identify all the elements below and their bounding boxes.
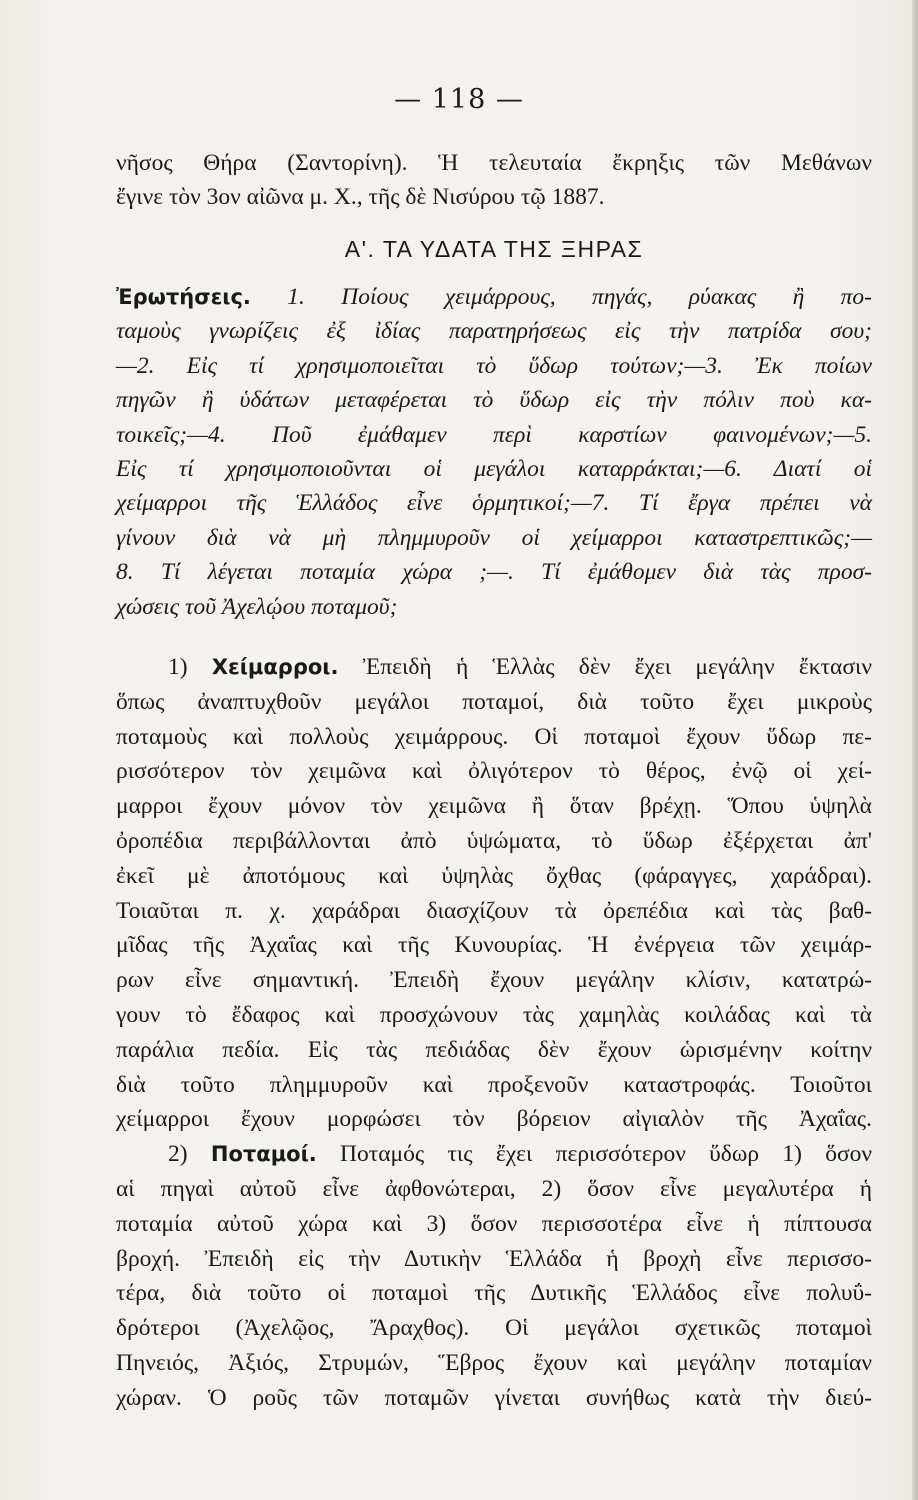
text-line: αἱ πηγαὶ αὐτοῦ εἶνε ἀφθονώτεραι, 2) ὅσον εἶνε μεγαλυτέρα ἡ: [116, 1176, 872, 1203]
text-line: τοικεῖς;—4. Ποῦ ἐμάθαμεν περὶ καρστίων φαινομένων;—5.: [116, 421, 872, 448]
rivers-first-line: Ποταμός τις ἔχει περισσότερον ὕδωρ 1) ὅσον: [340, 1141, 873, 1168]
text-line: [116, 280, 872, 314]
text-line: Πηνειός, Ἀξιός, Στρυμών, Ἕβρος ἔχουν καὶ μεγάλην ποταμίαν: [116, 1350, 872, 1376]
page-edge-shadow: [912, 0, 918, 1500]
text-line: τέρα, διὰ τοῦτο οἱ ποταμοὶ τῆς Δυτικῆς Ἑλλάδος εἶνε πολυΰ-: [116, 1280, 872, 1307]
text-line: ὅπως ἀναπτυχθοῦν μεγάλοι ποταμοί, διὰ τοῦτο ἔχει μικροὺς: [116, 688, 872, 715]
text-line: ὀροπέδια περιβάλλονται ἀπὸ ὑψώματα, τὸ ὕδωρ ἐξέρχεται ἀπ': [116, 828, 872, 855]
page-number: — 118 —: [394, 84, 524, 115]
torrents-first-line: Ἐπειδὴ ἡ Ἑλλὰς δὲν ἔχει μεγάλην ἔκτασιν: [362, 654, 872, 681]
text-line: χώσεις τοῦ Ἀχελῴου ποταμοῦ;: [116, 593, 398, 620]
torrents-number: 1): [168, 654, 188, 681]
text-line: διὰ τοῦτο πλημμυροῦν καὶ προξενοῦν καταστροφάς. Τοιοῦτοι: [116, 1071, 872, 1098]
text-line: ταμοὺς γνωρίζεις ἐξ ἰδίας παρατηρήσεως εἰς τὴν πατρίδα σου;: [116, 318, 872, 345]
text-line: νῆσος Θήρα (Σαντορίνη). Ἡ τελευταία ἔκρηξις τῶν Μεθάνων: [116, 150, 872, 176]
text-line: χείμαρροι τῆς Ἑλλάδος εἶνε ὁρμητικοί;—7. Τί ἔργα πρέπει νὰ: [116, 490, 872, 517]
questions-first-line: 1. Ποίους χειμάρρους, πηγάς, ρύακας ἢ πο-: [287, 284, 872, 310]
page-body: [116, 146, 872, 1416]
rivers-paragraph: [116, 1137, 872, 1415]
text-line: παράλια πεδία. Εἰς τὰς πεδιάδας δὲν ἔχουν ὡρισμένην κοίτην: [116, 1036, 872, 1063]
text-line: Εἰς τί χρησιμοποιοῦνται οἱ μεγάλοι καταρράκται;—6. Διατί οἱ: [116, 456, 872, 483]
text-line: [116, 1137, 872, 1172]
text-line: ποταμοὺς καὶ πολλοὺς χειμάρρους. Οἱ ποταμοὶ ἔχουν ὕδωρ πε-: [116, 723, 872, 750]
torrents-heading: Χείμαρροι.: [211, 655, 339, 680]
text-line: ρων εἶνε σημαντική. Ἐπειδὴ ἔχουν μεγάλην κλίσιν, κατατρώ-: [116, 967, 872, 994]
torrents-paragraph: [116, 650, 872, 1137]
questions-block: [116, 280, 872, 624]
rivers-number: 2): [168, 1141, 188, 1168]
text-line: 8. Τί λέγεται ποταμία χώρα ;—. Τί ἐμάθομεν διὰ τὰς προσ-: [116, 559, 872, 586]
section-title-text: Α'. ΤΑ ΥΔΑΤΑ ΤΗΣ ΞΗΡΑΣ: [344, 236, 644, 262]
text-line: χείμαρροι ἔχουν μορφώσει τὸν βόρειον αἰγιαλὸν τῆς Ἀχαΐας.: [116, 1106, 872, 1133]
text-line: ἐκεῖ μὲ ἀποτόμους καὶ ὑψηλὰς ὄχθας (φάραγγες, χαράδραι).: [116, 862, 872, 889]
section-title: [116, 232, 872, 266]
questions-heading: Ἐρωτήσεις.: [116, 285, 251, 309]
rivers-heading: Ποταμοί.: [210, 1142, 317, 1167]
text-line: ἔγινε τὸν 3ον αἰῶνα μ. Χ., τῆς δὲ Νισύρου τῷ 1887.: [116, 184, 605, 210]
intro-paragraph: [116, 146, 872, 214]
text-line: Τοιαῦται π. χ. χαράδραι διασχίζουν τὰ ὀρεπέδια καὶ τὰς βαθ-: [116, 897, 872, 924]
text-line: μῖδας τῆς Ἀχαΐας καὶ τῆς Κυνουρίας. Ἡ ἐνέργεια τῶν χειμάρ-: [116, 932, 872, 959]
text-line: γίνουν διὰ νὰ μὴ πλημμυροῦν οἱ χείμαρροι καταστρεπτικῶς;—: [116, 524, 872, 551]
text-line: γουν τὸ ἔδαφος καὶ προσχώνουν τὰς χαμηλὰς κοιλάδας καὶ τὰ: [116, 1002, 872, 1029]
text-line: μαρροι ἔχουν μόνον τὸν χειμῶνα ἢ ὅταν βρέχῃ. Ὅπου ὑψηλὰ: [116, 793, 872, 820]
text-line: βροχή. Ἐπειδὴ εἰς τὴν Δυτικὴν Ἑλλάδα ἡ βροχὴ εἶνε περισσο-: [116, 1245, 872, 1272]
text-line: ρισσότερον τὸν χειμῶνα καὶ ὀλιγότερον τὸ θέρος, ἐνῷ οἱ χεί-: [116, 758, 872, 785]
text-line: [116, 650, 872, 685]
text-line: ποταμία αὐτοῦ χώρα καὶ 3) ὅσον περισσοτέρα εἶνε ἡ πίπτουσα: [116, 1210, 872, 1237]
text-line: χώραν. Ὁ ροῦς τῶν ποταμῶν γίνεται συνήθως κατὰ τὴν διεύ-: [116, 1384, 872, 1411]
text-line: δρότεροι (Ἀχελῷος, Ἄραχθος). Οἱ μεγάλοι σχετικῶς ποταμοὶ: [116, 1315, 872, 1342]
text-line: πηγῶν ἢ ὑδάτων μεταφέρεται τὸ ὕδωρ εἰς τὴν πόλιν ποὺ κα-: [116, 387, 872, 414]
text-line: —2. Εἰς τί χρησιμοποιεῖται τὸ ὕδωρ τούτων;—3. Ἐκ ποίων: [116, 352, 872, 379]
